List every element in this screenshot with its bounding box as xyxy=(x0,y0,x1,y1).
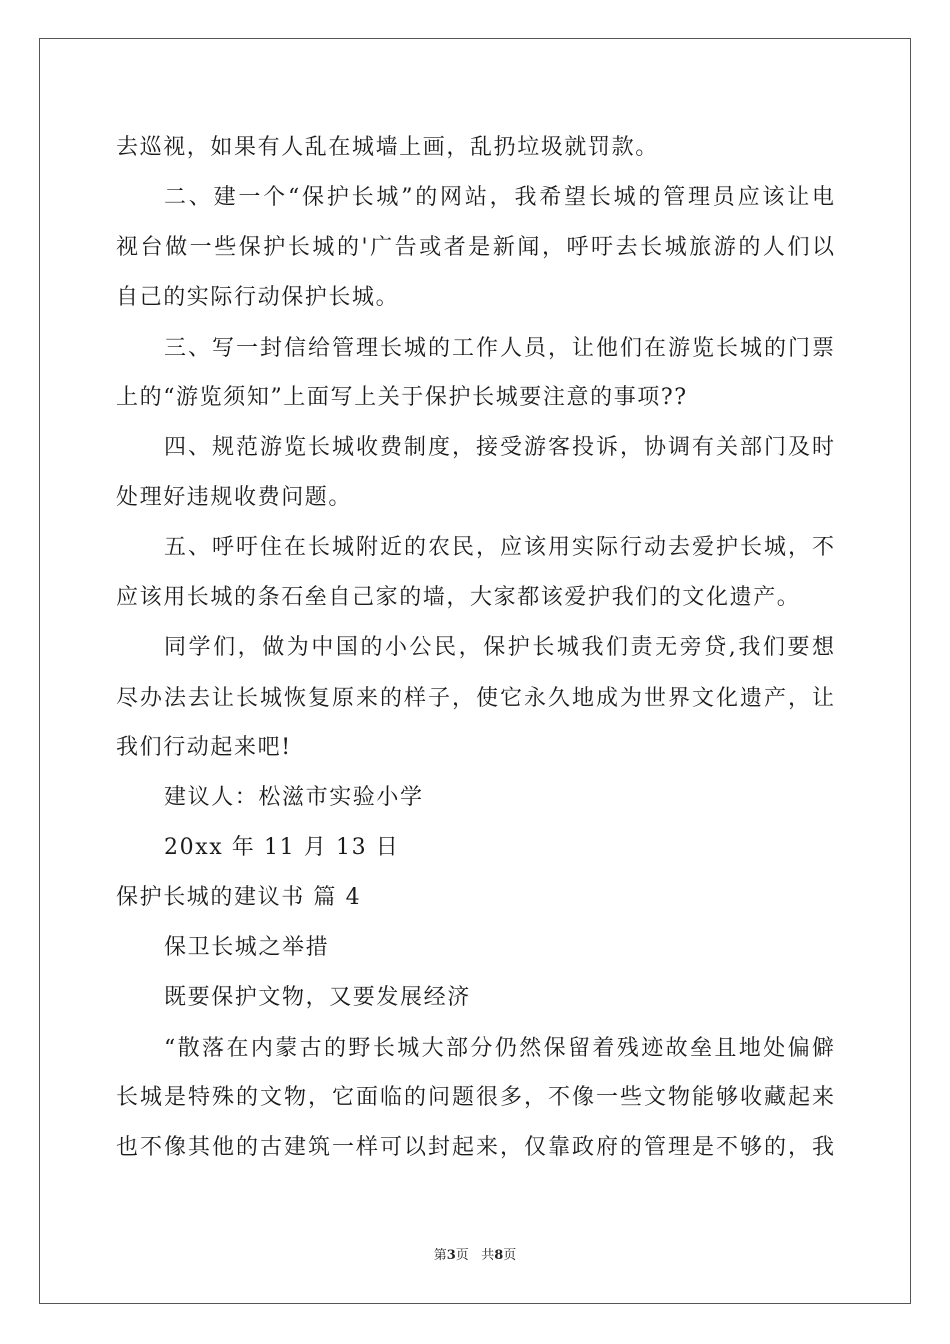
text-line: 同学们，做为中国的小公民，保护长城我们责无旁贷,我们要想 xyxy=(164,635,834,660)
text-line: 二、建一个“保护长城”的网站，我希望长城的管理员应该让电 xyxy=(164,185,834,210)
text-line: “散落在内蒙古的野长城大部分仍然保留着残迹故垒且地处偏僻 xyxy=(164,1036,834,1061)
page-suffix: 页 xyxy=(455,1248,469,1263)
text-line: 我们行动起来吧! xyxy=(116,735,292,760)
page-border xyxy=(39,38,911,1304)
text-line: 自己的实际行动保护长城。 xyxy=(116,285,400,310)
text-line: 处理好违规收费问题。 xyxy=(116,485,353,510)
total-suffix: 页 xyxy=(503,1248,517,1263)
text-line: 去巡视，如果有人乱在城墙上画，乱扔垃圾就罚款。 xyxy=(116,135,659,160)
text-line: 五、呼吁住在长城附近的农民，应该用实际行动去爱护长城，不 xyxy=(164,535,834,560)
page-total: 8 xyxy=(494,1248,504,1263)
text-line: 视台做一些保护长城的'广告或者是新闻，呼吁去长城旅游的人们以 xyxy=(116,235,834,260)
page-footer xyxy=(0,1247,950,1265)
subheading: 保卫长城之举措 xyxy=(164,935,330,960)
section-heading: 保护长城的建议书 篇 4 xyxy=(116,885,362,910)
page-prefix: 第 xyxy=(433,1248,447,1263)
date-line: 20xx 年 11 月 13 日 xyxy=(164,835,400,860)
text-line: 长城是特殊的文物，它面临的问题很多，不像一些文物能够收藏起来 xyxy=(116,1085,834,1110)
text-line: 也不像其他的古建筑一样可以封起来，仅靠政府的管理是不够的，我 xyxy=(116,1135,834,1160)
text-line: 上的“游览须知”上面写上关于保护长城要注意的事项?? xyxy=(116,385,688,410)
total-prefix: 共 xyxy=(481,1248,495,1263)
text-line: 尽办法去让长城恢复原来的样子，使它永久地成为世界文化遗产，让 xyxy=(116,686,834,711)
text-line: 应该用长城的条石垒自己家的墙，大家都该爱护我们的文化遗产。 xyxy=(116,585,801,610)
signature-line: 建议人：松滋市实验小学 xyxy=(164,785,424,810)
page-number: 3 xyxy=(446,1248,456,1263)
text-line: 四、规范游览长城收费制度，接受游客投诉，协调有关部门及时 xyxy=(164,435,834,460)
text-line: 三、写一封信给管理长城的工作人员，让他们在游览长城的门票 xyxy=(164,336,834,361)
subheading: 既要保护文物，又要发展经济 xyxy=(164,985,471,1010)
